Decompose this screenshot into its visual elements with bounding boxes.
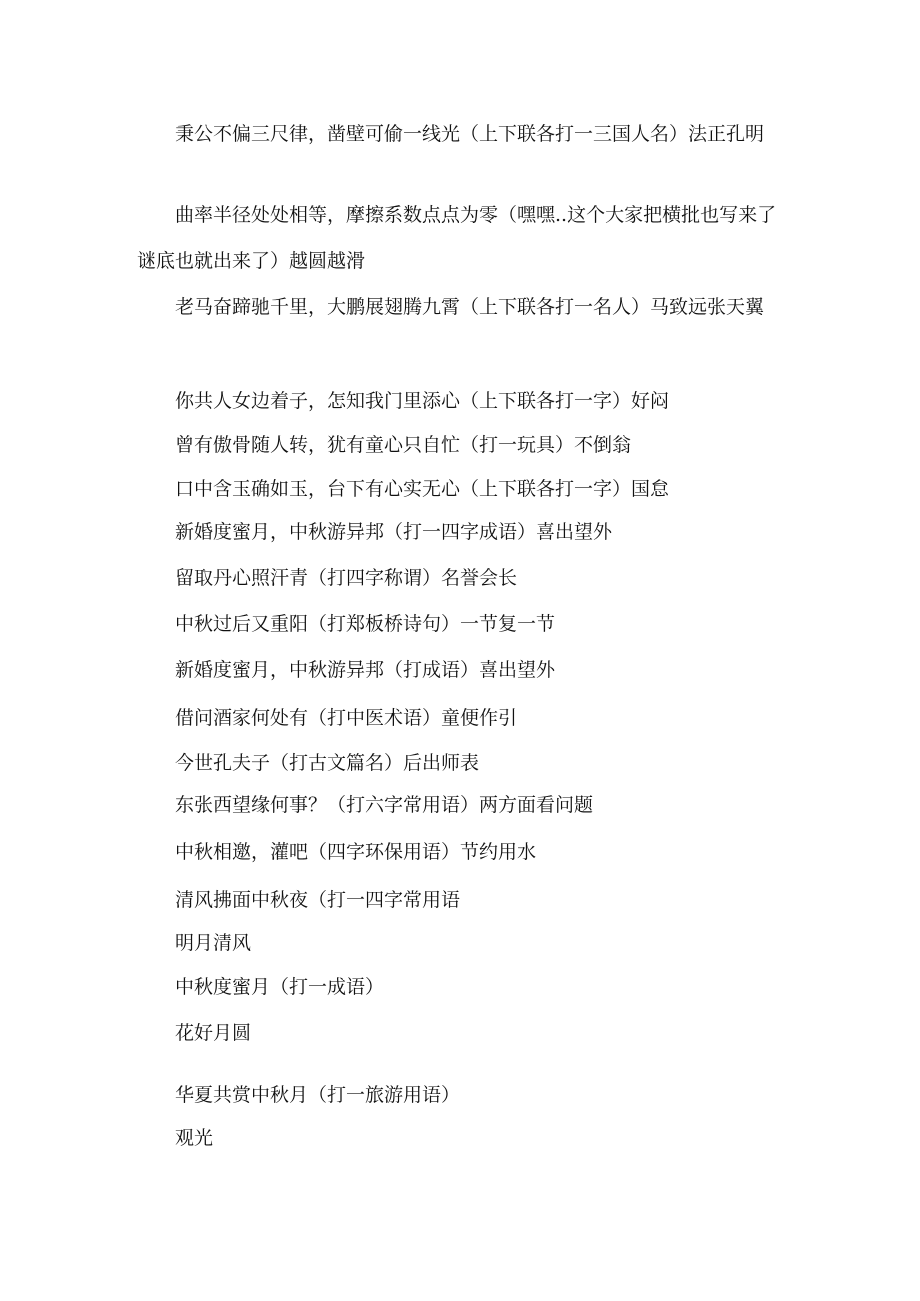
riddle-line-5: 留取丹心照汗青（打四字称谓）名誉会长 — [175, 567, 518, 589]
riddle-line-13: 中秋度蜜月（打一成语） — [175, 976, 385, 998]
riddle-line-11: 中秋相邀，灌吧（四字环保用语）节约用水 — [175, 841, 537, 863]
riddle-answer-12: 明月清风 — [175, 932, 252, 954]
riddle-line-10: 东张西望缘何事？（打六字常用语）两方面看问题 — [175, 794, 594, 816]
riddle-line-8: 借问酒家何处有（打中医术语）童便作引 — [175, 707, 518, 729]
riddle-line-14: 华夏共赏中秋月（打一旅游用语） — [175, 1084, 461, 1106]
riddle-answer-14: 观光 — [175, 1127, 214, 1149]
riddle-line-2: 曾有傲骨随人转，犹有童心只自忙（打一玩具）不倒翁 — [175, 434, 632, 456]
riddle-line-12: 清风拂面中秋夜（打一四字常用语 — [175, 889, 461, 911]
riddle-line-6: 中秋过后又重阳（打郑板桥诗句）一节复一节 — [175, 613, 556, 635]
riddle-answer-13: 花好月圆 — [175, 1022, 252, 1044]
riddle-paragraph-3: 老马奋蹄驰千里，大鹏展翅腾九霄（上下联各打一名人）马致远张天翼 — [175, 296, 765, 318]
riddle-line-7: 新婚度蜜月，中秋游异邦（打成语）喜出望外 — [175, 659, 556, 681]
riddle-line-1: 你共人女边着子，怎知我门里添心（上下联各打一字）好闷 — [175, 390, 670, 412]
riddle-paragraph-2: 曲率半径处处相等，摩擦系数点点为零（嘿嘿..这个大家把横批也写来了谜底也就出来了）越圆越滑 — [137, 204, 777, 272]
riddle-paragraph-1: 秉公不偏三尺律，凿壁可偷一线光（上下联各打一三国人名）法正孔明 — [175, 123, 765, 145]
riddle-line-9: 今世孔夫子（打古文篇名）后出师表 — [175, 752, 480, 774]
riddle-line-3: 口中含玉确如玉，台下有心实无心（上下联各打一字）国怠 — [175, 478, 670, 500]
riddle-line-4: 新婚度蜜月，中秋游异邦（打一四字成语）喜出望外 — [175, 521, 613, 543]
